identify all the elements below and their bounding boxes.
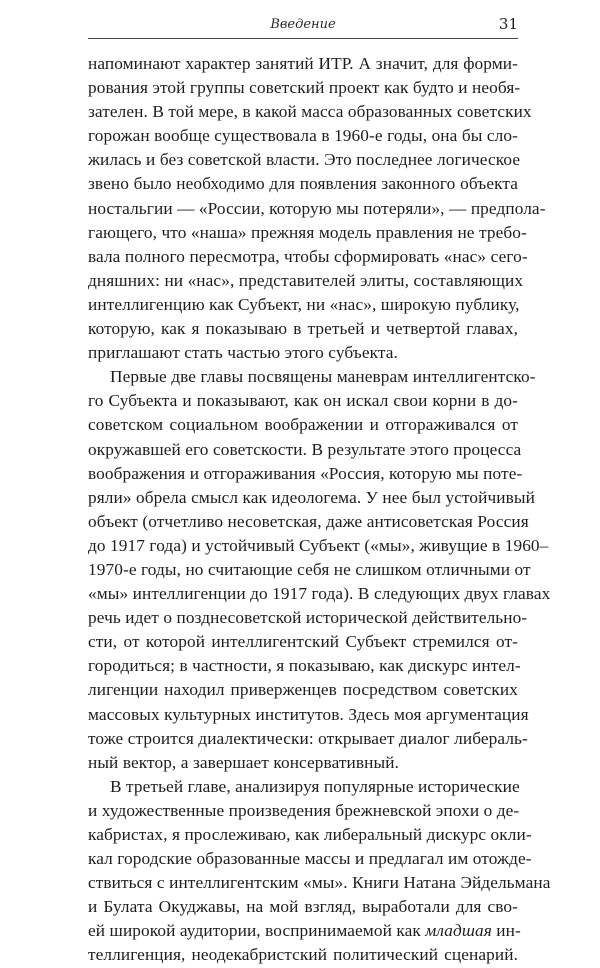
text-line: городиться; в частности, я показываю, как дискурс интел- <box>88 656 521 676</box>
text-line: зателен. В той мере, в какой масса образованных советских <box>88 102 532 122</box>
text-line: го Субъекта и показывают, как он искал свои корни в до- <box>88 391 518 411</box>
text-line: кабристах, я прослеживаю, как либеральный дискурс окли- <box>88 825 532 844</box>
text-line: жилась и без советской власти. Это последнее логическое <box>88 150 521 170</box>
text-line: лигенции находил приверженцев посредством советских <box>88 680 518 700</box>
page-number: 31 <box>498 15 518 33</box>
text-line: В третьей главе, анализируя популярные исторические <box>110 776 520 796</box>
text-line: приглашают стать частью этого субъекта. <box>88 343 398 363</box>
text-line: теллигенция, неодекабристский политический сценарий. <box>88 945 518 965</box>
text-line: гающего, что «наша» прежняя модель правления не требо- <box>88 222 527 242</box>
text-line: горожан вообще существовала в 1960-е годы, она бы сло- <box>88 126 518 146</box>
text-line: 1970-е годы, но считающие себя не слишком отличными от <box>88 559 531 579</box>
text-line: воображения и отгораживания «Россия, которую мы поте- <box>88 463 523 483</box>
text-line: и Булата Окуджавы, на мой взгляд, выработали для сво- <box>88 897 518 917</box>
text-line: советском социальном воображении и отгораживался от <box>88 415 518 435</box>
text-line: ный вектор, а завершает консервативный. <box>88 752 399 772</box>
text-line <box>88 919 521 943</box>
text-line: ствиться с интеллигентским «мы». Книги Натана Эйдельмана <box>88 873 551 893</box>
text-line: речь идет о позднесоветской исторической действительно- <box>88 608 528 628</box>
text-line: ряли» обрела смысл как идеологема. У нее был устойчивый <box>88 487 535 507</box>
text-line: дняшних: ни «нас», представителей элиты, составляющих <box>88 270 524 290</box>
text-line: напоминают характер занятий ИТР. А значит, для форми- <box>88 54 518 73</box>
italic-segment: младшая <box>425 921 492 941</box>
text-line: тоже строится диалектически: открывает диалог либераль- <box>88 728 528 748</box>
running-header <box>88 14 518 39</box>
text-line: массовых культурных институтов. Здесь моя аргументация <box>88 704 529 724</box>
text-line: рования этой группы советский проект как будто и необя- <box>88 78 521 98</box>
text-line: «мы» интеллигенции до 1917 года). В следующих двух главах <box>88 584 551 604</box>
text-line: вала полного пересмотра, чтобы сформировать «нас» сего- <box>88 246 528 266</box>
text-segment: ин- <box>491 921 521 941</box>
text-line: кал городские образованные массы и предлагал им отожде- <box>88 849 532 869</box>
text-line: Первые две главы посвящены маневрам интеллигентско- <box>110 367 536 387</box>
text-line: сти, от которой интеллигентский Субъект стремился от- <box>88 632 518 652</box>
text-segment: ей широкой аудитории, воспринимаемой как <box>88 921 426 941</box>
text-line: объект (отчетливо несоветская, даже антисоветская Россия <box>88 511 529 531</box>
text-line: окружавшей его советскости. В результате этого процесса <box>88 439 522 459</box>
text-line: ностальгии — «России, которую мы потеряли», — предпола- <box>88 198 546 218</box>
body-text <box>88 52 551 968</box>
text-line: которую, как я показываю в третьей и четвертой главах, <box>88 319 518 339</box>
text-line: до 1917 года) и устойчивый Субъект («мы», живущие в 1960– <box>88 535 549 555</box>
text-line: интеллигенцию как Субъект, ни «нас», широкую публику, <box>88 294 520 314</box>
text-line: звено было необходимо для появления законного объекта <box>88 174 518 194</box>
chapter-title: Введение <box>270 17 336 32</box>
text-line: и художественные произведения брежневской эпохи о де- <box>88 800 520 820</box>
